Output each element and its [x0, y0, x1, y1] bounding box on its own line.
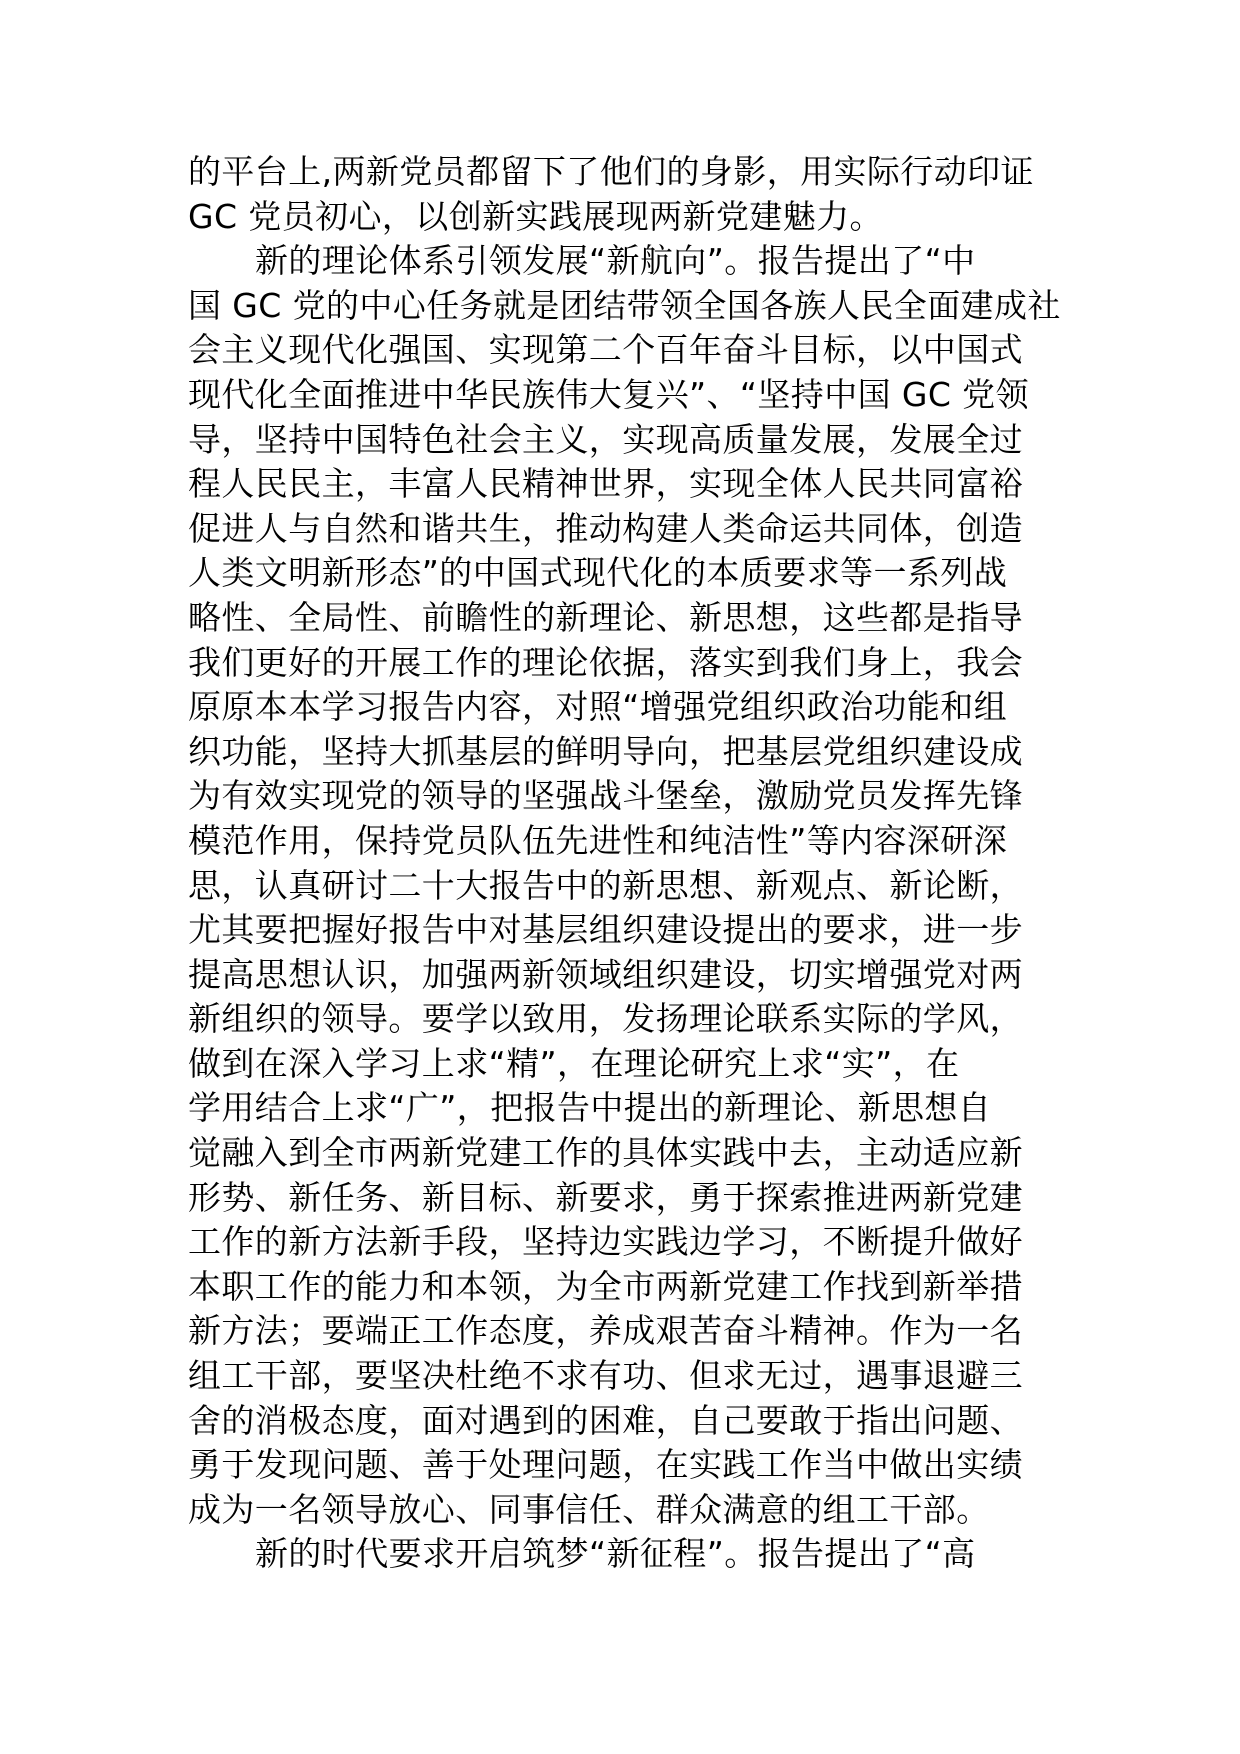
text-line: 新组织的领导。要学以致用，发扬理论联系实际的学风，	[188, 999, 1023, 1039]
text-line: 工作的新方法新手段，坚持边实践边学习，不断提升做好	[188, 1222, 1023, 1262]
text-line: 略性、全局性、前瞻性的新理论、新思想，这些都是指导	[188, 597, 1023, 637]
text-line: 我们更好的开展工作的理论依据，落实到我们身上，我会	[188, 642, 1023, 682]
text-line: 觉融入到全市两新党建工作的具体实践中去，主动适应新	[188, 1133, 1023, 1173]
text-line: 模范作用，保持党员队伍先进性和纯洁性”等内容深研深	[188, 820, 1008, 860]
text-line: 成为一名领导放心、同事信任、群众满意的组工干部。	[188, 1489, 990, 1529]
text-line: 舍的消极态度，面对遇到的困难，自己要敢于指出问题、	[188, 1400, 1023, 1440]
text-line: 会主义现代化强国、实现第二个百年奋斗目标，以中国式	[188, 330, 1023, 370]
text-line: 思，认真研讨二十大报告中的新思想、新观点、新论断，	[188, 865, 1023, 905]
text-line: 形势、新任务、新目标、新要求，勇于探索推进两新党建	[188, 1177, 1023, 1217]
text-line: 促进人与自然和谐共生，推动构建人类命运共同体，创造	[188, 508, 1023, 548]
paragraph-start-line: 新的理论体系引领发展“新航向”。报告提出了“中	[255, 241, 976, 281]
text-line: 的平台上,两新党员都留下了他们的身影，用实际行动印证	[188, 152, 1034, 191]
text-line: 尤其要把握好报告中对基层组织建设提出的要求，进一步	[188, 910, 1023, 950]
text-line: 勇于发现问题、善于处理问题，在实践工作当中做出实绩	[188, 1445, 1023, 1485]
text-line: 人类文明新形态”的中国式现代化的本质要求等一系列战	[188, 553, 1008, 593]
text-line: 为有效实现党的领导的坚强战斗堡垒，激励党员发挥先锋	[188, 776, 1023, 816]
text-line: 本职工作的能力和本领，为全市两新党建工作找到新举措	[188, 1266, 1023, 1306]
text-line: 现代化全面推进中华民族伟大复兴”、“坚持中国 GC 党领	[188, 374, 1029, 414]
body-text	[188, 150, 1068, 1577]
text-line: 织功能，坚持大抓基层的鲜明导向，把基层党组织建设成	[188, 731, 1023, 771]
text-line: 原原本本学习报告内容，对照“增强党组织政治功能和组	[188, 687, 1008, 727]
text-line: GC 党员初心，以创新实践展现两新党建魅力。	[188, 196, 883, 236]
text-line: 提高思想认识，加强两新领域组织建设，切实增强党对两	[188, 954, 1023, 994]
text-line: 做到在深入学习上求“精”，在理论研究上求“实”，在	[188, 1043, 960, 1083]
paragraph-start-line: 新的时代要求开启筑梦“新征程”。报告提出了“高	[255, 1534, 976, 1574]
text-line: 新方法；要端正工作态度，养成艰苦奋斗精神。作为一名	[188, 1311, 1023, 1351]
text-line: 导，坚持中国特色社会主义，实现高质量发展，发展全过	[188, 419, 1023, 459]
text-line: 组工干部，要坚决杜绝不求有功、但求无过，遇事退避三	[188, 1356, 1023, 1396]
text-line: 程人民民主，丰富人民精神世界，实现全体人民共同富裕	[188, 464, 1023, 504]
text-line: 学用结合上求“广”，把报告中提出的新理论、新思想自	[188, 1088, 992, 1128]
text-line: 国 GC 党的中心任务就是团结带领全国各族人民全面建成社	[188, 285, 1061, 325]
